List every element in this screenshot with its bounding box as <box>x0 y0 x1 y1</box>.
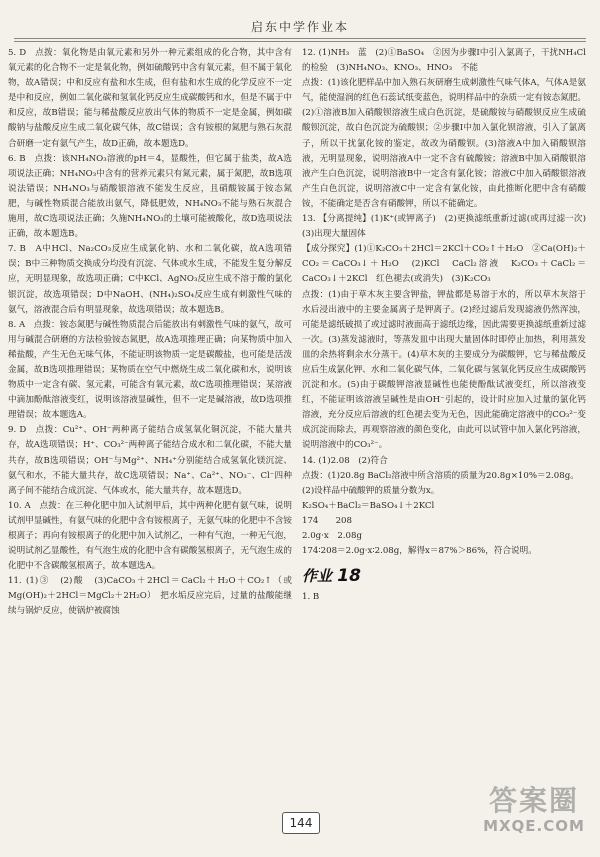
answer-9: 9. D 点拨：Cu²⁺、OH⁻两种离子能结合成氢氧化铜沉淀，不能大量共存，故A选项错误；H⁺、CO₃²⁻两种离子能结合成水和二氧化碳，不能大量共存，故B选项错误；OH⁻与Mg²⁺、NH₄⁺分别能结合成氢氧化镁沉淀、氨气和水，不能大量共存，故C选项错误；Na⁺、Ca²⁺、NO₃⁻、Cl⁻四种离子间不能结合成沉淀、气体或水，能大量共存，故本题选D。 <box>8 425 292 496</box>
answer-14: 14. (1)2.08 (2)符合 <box>302 455 388 466</box>
answer-13-separation: 13. 【分离提纯】(1)K⁺(或钾离子) (2)更换滤纸重新过滤(或再过滤一次) (3)出现大量固体 <box>302 214 595 240</box>
left-column <box>8 46 292 620</box>
answer-8: 8. A 点拨：铵态氮肥与碱性物质混合后能放出有刺激性气味的氨气，故可用与碱混合研磨的方法检验铵态氮肥，故A选项推理正确；向某物质中加入稀盐酸，产生无色无味气体，不能证明该物质一定是碳酸盐，也可能是活泼金属，故B选项推理错误；某物质在空气中燃烧生成二氧化碳和水，说明该物质中一定含有碳、氢元素，可能含有氧元素，故C选项推理错误；某溶液中滴加酚酞溶液变红，说明该溶液显碱性，但不一定是碱溶液，故D选项推理错误；故本题选A。 <box>8 319 292 421</box>
answer-6: 6. B 点拨：该NH₄NO₃溶液的pH＝4，显酸性，但它属于盐类，故A选项说法正确；NH₄NO₃中含有的营养元素只有氮元素，属于氮肥，故B选项说法错误；NH₄NO₃与硝酸银溶液不能发生反应，且硝酸铵属于铵态氮肥，与碱性物质混合能放出氨气，降低肥效，NH₄NO₃不能与熟石灰混合施用，故C选项说法正确；久施NH₄NO₃的土壤可能被酸化，故D选项说法正确，故本题选B。 <box>8 153 292 240</box>
equation-masses: 174 208 <box>302 515 352 526</box>
homework-heading <box>302 566 586 587</box>
answer-12: 12. (1)NH₃ 蓝 (2)①BaSO₄ ②因为步骤Ⅰ中引入氯离子，干扰NH₄Cl的检验 (3)NH₄NO₃、KNO₃、HNO₃ 不能 <box>302 48 586 74</box>
chemical-equation: K₂SO₄＋BaCl₂＝BaSO₄↓＋2KCl <box>302 500 435 511</box>
answer-11: 11. (1)③ (2)酸 (3)CaCO₃＋2HCl＝CaCl₂＋H₂O＋CO₂↑（或Mg(OH)₂＋2HCl＝MgCl₂＋2H₂O） 把水垢反应完后，过量的盐酸能继续与锅炉反应，使锅炉被腐蚀 <box>8 576 292 617</box>
homework-heading-prefix: 作业 <box>302 567 333 586</box>
page-number: 144 <box>282 812 320 834</box>
answer-13-analysis: 【成分探究】(1)①K₂CO₃＋2HCl＝2KCl＋CO₂↑＋H₂O ②Ca(OH)₂＋CO₂＝CaCO₃↓＋H₂O (2)KCl CaCl₂溶液 K₂CO₃＋CaCl₂＝CaCO₃↓＋2KCl 红色褪去(或消失) (3)K₂CO₃ <box>302 244 586 285</box>
answer-10: 10. A 点拨：在三种化肥中加入试剂甲后，其中两种化肥有氨气味，说明试剂甲显碱性，有氨气味的化肥中含有铵根离子，无氨气味的化肥中不含铵根离子；再向有铵根离子的化肥中加入试剂乙，一种有气泡，一种无气泡，说明试剂乙显酸性，有气泡生成的化肥中含有碳酸氢根离子，无气泡生成的化肥中不含碳酸氢根离子，故本题选A。 <box>8 500 292 572</box>
answer-5: 5. D 点拨：氧化物是由氧元素和另外一种元素组成的化合物，其中含有氧元素的化合物不一定是氧化物，例如硫酸钙中含有氧元素，但不属于氧化物，故A错误；中和反应有盐和水生成，但有盐和水生成的化学反应不一定是中和反应，例如二氧化碳和氢氧化钙反应生成碳酸钙和水，但是不属于中和反应，故B错误；能与稀盐酸反应放出气体的物质不一定是金属，例如碳酸钠与盐酸反应生成二氧化碳气体，故C错误；含有铵根的氮肥与熟石灰混合研磨一定有氨气产生，故D正确，故本题选D。 <box>8 48 292 149</box>
answer-7: 7. B A中HCl、Na₂CO₃反应生成氯化钠、水和二氧化碳，故A选项错误；B中三种物质交换成分均没有沉淀、气体或水生成，不能发生复分解反应，无明显现象，故选项正确；C中KCl、AgNO₃反应生成不溶于酸的氯化银沉淀，故选项错误；D中NaOH、(NH₄)₂SO₄反应生成有刺激性气味的氨气，溶液混合后有明显现象，故选项错误；故本题选B。 <box>8 244 292 315</box>
page-header: 启东中学作业本 <box>250 20 349 34</box>
right-column <box>302 46 595 605</box>
watermark-logo <box>480 779 588 839</box>
header-rule <box>14 38 586 42</box>
equation-result: 174∶208＝2.0g·x∶2.08g，解得x＝87%＞86%，符合说明。 <box>302 546 537 557</box>
watermark-main: 答案圈 <box>488 784 579 817</box>
equation-values: 2.0g·x 2.08g <box>302 531 362 541</box>
answer-13-note: 点拨：(1)由于草木灰主要含钾盐，钾盐都是易溶于水的，所以草木灰溶于水后浸出液中的主要金属离子是钾离子。(2)经过滤后发现滤液仍然浑浊，可能是滤纸破损了或过滤时液面高于滤纸边缘，因此需要更换滤纸重新过滤一次。(3)蒸发滤液时，等蒸发皿中出现大量固体时即停止加热，利用蒸发皿的余热将剩余水分蒸干。(4)草木灰的主要成分为碳酸钾，它与稀盐酸反应后生成氯化钾、水和二氧化碳气体，二氧化碳与氢氧化钙反应生成碳酸钙沉淀和水。(5)由于碳酸钾溶液显碱性也能使酚酞试液变红，所以溶液变红，不能证明该溶液呈碱性是由OH⁻引起的，设计时应加入过量的氯化钙溶液，充分反应后溶液的红色褪去变为无色，因此能确定溶液中的CO₃²⁻变成沉淀而除去，再观察溶液的颜色变化，由此可以试管中加入氯化钙溶液，说明溶液中的CO₃²⁻。 <box>302 289 586 451</box>
watermark-site: MXQE.COM <box>483 817 585 835</box>
homework-heading-number: 18 <box>337 566 361 587</box>
answer-14-note: 点拨：(1)20.8g BaCl₂溶液中所含溶质的质量为20.8g×10%＝2.08g。 <box>302 470 579 481</box>
answer-12-note: 点拨：(1)该化肥样品中加入熟石灰研磨生成刺激性气味气体A，气体A是氨气，能使湿润的红色石蕊试纸变蓝色，说明样品中的杂质一定有铵态氮肥。(2)①溶液B加入硝酸钡溶液生成白色沉淀，是硫酸铵与硝酸钡反应生成硫酸钡沉淀，故白色沉淀为硫酸钡；②步骤Ⅰ中加入氯化钡溶液，引入了氯离子，所以干扰氯化铵的鉴定，故改为硝酸钡。(3)溶液A中加入硝酸钡溶液，无明显现象，说明溶液A中一定不含有硫酸铵；溶液B中加入硝酸银溶液产生白色沉淀，说明溶液B中一定含有氯化铵；溶液C中加入硝酸银溶液产生白色沉淀，说明溶液C中一定含有氯化铵，由此推断化肥中含有硝酸铵，不能确定是否含有硝酸钾，所以不能确定。 <box>302 78 586 209</box>
homework-18-answer-1: 1. B <box>302 592 320 603</box>
answer-14-setup: (2)设样品中硫酸钾的质量分数为x。 <box>302 485 440 496</box>
